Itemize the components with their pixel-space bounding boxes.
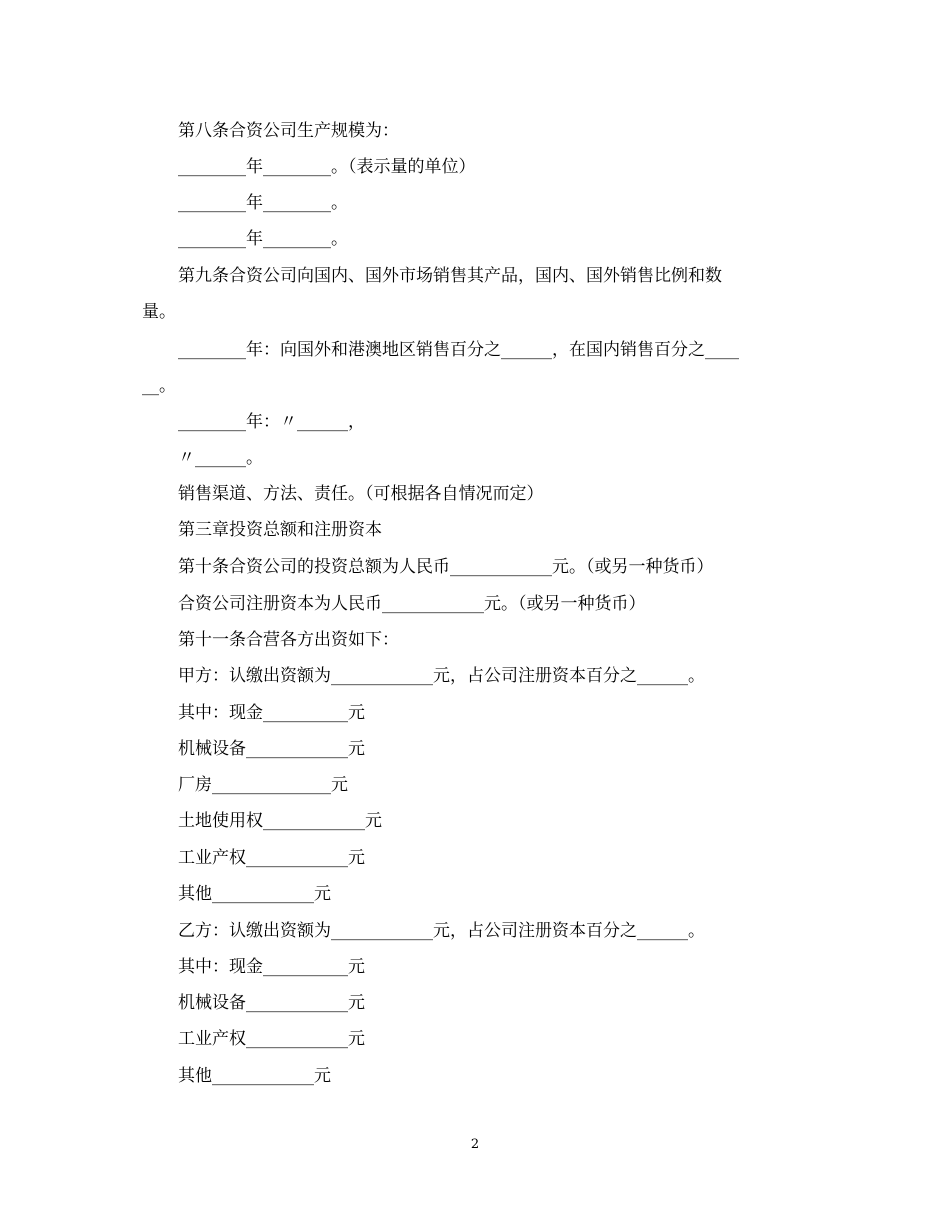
party-a-other-line: 其他____________元 [178,884,331,904]
party-a-cash-line: 其中：现金__________元 [178,703,365,723]
sales-ratio-line-2: ________年：〃______， [178,412,365,432]
party-a-ip-line: 工业产权____________元 [178,848,365,868]
party-a-factory-line: 厂房______________元 [178,775,348,795]
party-b-other-line: 其他____________元 [178,1066,331,1086]
article-8-heading: 第八条合资公司生产规模为： [178,121,399,141]
registered-capital-line: 合资公司注册资本为人民币____________元。（或另一种货币） [178,594,646,614]
sales-ratio-line-3: 〃______。 [178,448,263,468]
sales-channels-line: 销售渠道、方法、责任。（可根据各自情况而定） [178,484,544,504]
party-b-machinery-line: 机械设备____________元 [178,993,365,1013]
page-number: 2 [470,1137,480,1152]
party-a-land-use-line: 土地使用权____________元 [178,811,382,831]
party-a-machinery-line: 机械设备____________元 [178,739,365,759]
party-b-cash-line: 其中：现金__________元 [178,957,365,977]
article-9-heading: 第九条合资公司向国内、国外市场销售其产品，国内、国外销售比例和数 [178,266,722,286]
production-scale-line-1: ________年________。（表示量的单位） [178,157,476,177]
chapter-3-heading: 第三章投资总额和注册资本 [178,520,382,540]
production-scale-line-3: ________年________。 [178,229,348,249]
article-10-line: 第十条合资公司的投资总额为人民币____________元。（或另一种货币） [178,557,714,577]
party-b-contribution-line: 乙方：认缴出资额为____________元，占公司注册资本百分之______。 [178,921,705,941]
party-b-ip-line: 工业产权____________元 [178,1029,365,1049]
party-a-contribution-line: 甲方：认缴出资额为____________元，占公司注册资本百分之______。 [178,666,705,686]
article-11-heading: 第十一条合营各方出资如下： [178,630,399,650]
sales-ratio-line-1: ________年：向国外和港澳地区销售百分之______，在国内销售百分之____ [178,340,739,360]
article-9-heading-continued: 量。 [142,302,176,322]
production-scale-line-2: ________年________。 [178,193,348,213]
sales-ratio-line-1-continued: __。 [142,376,176,396]
